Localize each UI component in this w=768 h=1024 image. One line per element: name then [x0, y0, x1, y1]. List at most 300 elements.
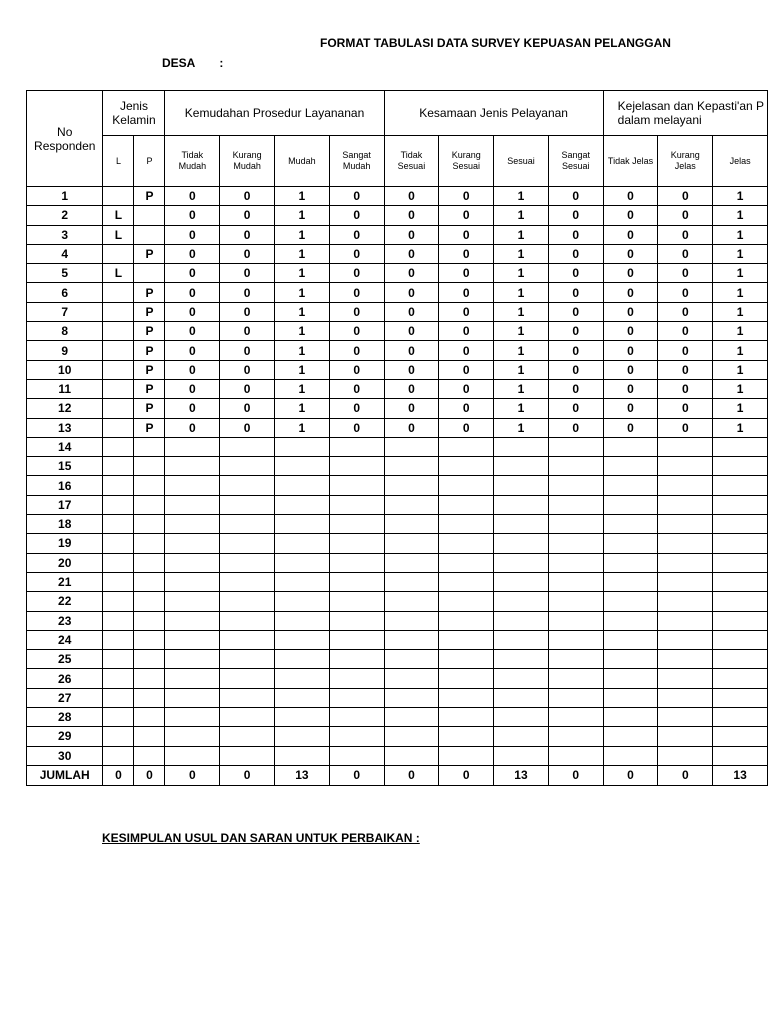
sub-header-1: Kurang Mudah [220, 136, 275, 187]
value-cell [494, 708, 549, 727]
total-cell: 0 [548, 765, 603, 785]
gender-p-cell [134, 611, 165, 630]
gender-l-cell [103, 437, 134, 456]
value-cell: 0 [384, 341, 439, 360]
value-cell: 0 [220, 379, 275, 398]
value-cell [548, 572, 603, 591]
value-cell [494, 437, 549, 456]
table-row [27, 630, 768, 649]
total-row [27, 765, 768, 785]
value-cell: 0 [165, 244, 220, 263]
value-cell [548, 476, 603, 495]
gender-l-cell [103, 360, 134, 379]
value-cell: 0 [658, 360, 713, 379]
value-cell [329, 688, 384, 707]
value-cell: 1 [713, 418, 768, 437]
value-cell: 0 [165, 187, 220, 206]
value-cell [165, 630, 220, 649]
value-cell: 0 [329, 322, 384, 341]
value-cell: 0 [384, 206, 439, 225]
table-row [27, 399, 768, 418]
value-cell [494, 650, 549, 669]
value-cell [275, 457, 330, 476]
value-cell: 1 [713, 264, 768, 283]
value-cell [603, 437, 658, 456]
value-cell: 0 [548, 399, 603, 418]
value-cell [165, 495, 220, 514]
value-cell: 1 [494, 399, 549, 418]
gender-l-cell [103, 457, 134, 476]
row-number: 17 [27, 495, 103, 514]
value-cell: 0 [548, 322, 603, 341]
value-cell [220, 746, 275, 765]
value-cell: 1 [494, 225, 549, 244]
value-cell [713, 534, 768, 553]
table-footer [27, 765, 768, 785]
row-number: 18 [27, 515, 103, 534]
table-row [27, 187, 768, 206]
total-cell: 0 [439, 765, 494, 785]
gender-p-cell [134, 457, 165, 476]
gender-l-cell [103, 495, 134, 514]
gender-p-cell: P [134, 399, 165, 418]
value-cell [548, 515, 603, 534]
gender-l-cell [103, 302, 134, 321]
gender-p-cell: P [134, 360, 165, 379]
value-cell [658, 611, 713, 630]
no-responden-header: No Responden [27, 91, 103, 187]
total-cell: 0 [220, 765, 275, 785]
value-cell [384, 746, 439, 765]
value-cell [220, 650, 275, 669]
row-number: 28 [27, 708, 103, 727]
value-cell [439, 437, 494, 456]
gender-p-cell [134, 553, 165, 572]
value-cell [713, 476, 768, 495]
value-cell: 0 [658, 302, 713, 321]
value-cell: 0 [548, 264, 603, 283]
total-cell: 13 [713, 765, 768, 785]
value-cell [165, 476, 220, 495]
value-cell: 0 [329, 302, 384, 321]
table-header [27, 91, 768, 187]
table-row [27, 650, 768, 669]
value-cell: 0 [220, 302, 275, 321]
row-number: 10 [27, 360, 103, 379]
value-cell: 0 [384, 302, 439, 321]
value-cell [275, 592, 330, 611]
value-cell [603, 515, 658, 534]
value-cell [165, 437, 220, 456]
value-cell [658, 650, 713, 669]
value-cell: 0 [658, 225, 713, 244]
value-cell: 0 [329, 187, 384, 206]
value-cell: 1 [494, 283, 549, 302]
value-cell: 0 [439, 341, 494, 360]
sub-header-10: Jelas [713, 136, 768, 187]
value-cell: 0 [384, 418, 439, 437]
sub-header-6: Sesuai [494, 136, 549, 187]
value-cell: 0 [658, 379, 713, 398]
value-cell: 0 [165, 418, 220, 437]
value-cell [494, 592, 549, 611]
value-cell [329, 457, 384, 476]
row-number: 14 [27, 437, 103, 456]
gender-l-cell [103, 746, 134, 765]
row-number: 19 [27, 534, 103, 553]
value-cell: 1 [275, 264, 330, 283]
value-cell: 0 [220, 206, 275, 225]
value-cell [603, 457, 658, 476]
value-cell [384, 592, 439, 611]
gender-p-cell [134, 572, 165, 591]
value-cell [603, 669, 658, 688]
gender-p-cell: P [134, 322, 165, 341]
value-cell [329, 630, 384, 649]
gender-l-cell [103, 322, 134, 341]
page-title: FORMAT TABULASI DATA SURVEY KEPUASAN PELANGGAN [320, 36, 671, 50]
gender-l-cell [103, 708, 134, 727]
table-row [27, 360, 768, 379]
value-cell: 0 [658, 187, 713, 206]
desa-label: DESA [162, 56, 196, 70]
row-number: 2 [27, 206, 103, 225]
value-cell [384, 515, 439, 534]
value-cell: 0 [329, 360, 384, 379]
gender-p-cell [134, 650, 165, 669]
value-cell: 1 [713, 360, 768, 379]
table-row [27, 495, 768, 514]
row-number: 30 [27, 746, 103, 765]
table-row [27, 302, 768, 321]
value-cell [658, 572, 713, 591]
value-cell [165, 727, 220, 746]
sub-header-3: Sangat Mudah [329, 136, 384, 187]
value-cell: 1 [275, 399, 330, 418]
value-cell: 0 [165, 225, 220, 244]
gender-l-cell [103, 534, 134, 553]
gender-p-cell: P [134, 187, 165, 206]
table-row [27, 476, 768, 495]
value-cell: 0 [439, 418, 494, 437]
value-cell: 1 [275, 206, 330, 225]
gender-l-cell [103, 418, 134, 437]
table-row [27, 244, 768, 263]
value-cell [165, 592, 220, 611]
value-cell: 0 [329, 206, 384, 225]
value-cell: 0 [603, 379, 658, 398]
value-cell [384, 457, 439, 476]
value-cell [548, 708, 603, 727]
value-cell [713, 592, 768, 611]
value-cell [329, 650, 384, 669]
gender-p-cell [134, 264, 165, 283]
value-cell [165, 515, 220, 534]
value-cell [713, 515, 768, 534]
value-cell [220, 592, 275, 611]
value-cell [384, 708, 439, 727]
gender-l-cell [103, 592, 134, 611]
total-cell: 0 [165, 765, 220, 785]
value-cell [220, 515, 275, 534]
value-cell: 0 [439, 206, 494, 225]
value-cell: 0 [329, 399, 384, 418]
value-cell: 1 [275, 187, 330, 206]
gender-l-cell [103, 669, 134, 688]
value-cell [329, 476, 384, 495]
row-number: 1 [27, 187, 103, 206]
value-cell: 0 [220, 360, 275, 379]
row-number: 16 [27, 476, 103, 495]
value-cell [275, 650, 330, 669]
value-cell [548, 611, 603, 630]
value-cell: 1 [275, 379, 330, 398]
value-cell [165, 553, 220, 572]
value-cell [329, 669, 384, 688]
value-cell [384, 630, 439, 649]
value-cell: 1 [713, 283, 768, 302]
value-cell: 0 [658, 399, 713, 418]
gender-l-cell [103, 399, 134, 418]
table-row [27, 418, 768, 437]
value-cell: 0 [384, 225, 439, 244]
table-row [27, 727, 768, 746]
value-cell [329, 611, 384, 630]
row-number: 3 [27, 225, 103, 244]
value-cell: 0 [165, 399, 220, 418]
value-cell [548, 727, 603, 746]
table-row [27, 341, 768, 360]
value-cell [220, 572, 275, 591]
value-cell [494, 630, 549, 649]
row-number: 11 [27, 379, 103, 398]
value-cell: 0 [165, 302, 220, 321]
value-cell: 0 [220, 264, 275, 283]
value-cell: 0 [603, 187, 658, 206]
gender-p-cell [134, 476, 165, 495]
gender-l-cell [103, 476, 134, 495]
table-row [27, 708, 768, 727]
value-cell: 1 [275, 341, 330, 360]
value-cell: 1 [713, 302, 768, 321]
value-cell [384, 495, 439, 514]
value-cell: 0 [220, 283, 275, 302]
value-cell: 1 [494, 244, 549, 263]
value-cell: 0 [220, 399, 275, 418]
gender-p-cell: P [134, 379, 165, 398]
value-cell [658, 457, 713, 476]
group-header-kesamaan: Kesamaan Jenis Pelayanan [384, 91, 603, 136]
value-cell: 1 [494, 187, 549, 206]
value-cell [548, 553, 603, 572]
value-cell [439, 650, 494, 669]
table-row [27, 379, 768, 398]
desa-colon: : [219, 56, 224, 70]
value-cell: 0 [220, 225, 275, 244]
value-cell: 0 [548, 341, 603, 360]
value-cell [603, 611, 658, 630]
value-cell [439, 592, 494, 611]
value-cell [548, 650, 603, 669]
gender-p-cell [134, 746, 165, 765]
total-cell: 0 [134, 765, 165, 785]
value-cell [603, 534, 658, 553]
value-cell [548, 746, 603, 765]
value-cell [658, 553, 713, 572]
row-number: 21 [27, 572, 103, 591]
value-cell: 0 [329, 225, 384, 244]
sub-header-5: Kurang Sesuai [439, 136, 494, 187]
gender-l-cell [103, 650, 134, 669]
row-number: 25 [27, 650, 103, 669]
value-cell [165, 457, 220, 476]
value-cell [439, 746, 494, 765]
value-cell [275, 437, 330, 456]
value-cell [658, 688, 713, 707]
value-cell [220, 457, 275, 476]
value-cell [275, 727, 330, 746]
value-cell [165, 746, 220, 765]
total-cell: 0 [384, 765, 439, 785]
value-cell: 0 [603, 322, 658, 341]
gender-p-cell: P [134, 283, 165, 302]
value-cell: 0 [384, 283, 439, 302]
value-cell: 1 [494, 302, 549, 321]
value-cell [220, 495, 275, 514]
value-cell: 0 [603, 341, 658, 360]
row-number: 5 [27, 264, 103, 283]
row-number: 24 [27, 630, 103, 649]
value-cell: 0 [329, 244, 384, 263]
value-cell [329, 572, 384, 591]
value-cell [548, 457, 603, 476]
value-cell: 1 [713, 322, 768, 341]
value-cell: 0 [603, 244, 658, 263]
value-cell: 0 [658, 322, 713, 341]
gender-p-cell [134, 727, 165, 746]
value-cell [658, 515, 713, 534]
sub-header-2: Mudah [275, 136, 330, 187]
value-cell [494, 495, 549, 514]
gender-p-cell [134, 534, 165, 553]
value-cell: 0 [658, 341, 713, 360]
value-cell [275, 746, 330, 765]
value-cell [165, 611, 220, 630]
row-number: 27 [27, 688, 103, 707]
value-cell [275, 708, 330, 727]
value-cell [439, 630, 494, 649]
value-cell [713, 437, 768, 456]
total-cell: 0 [329, 765, 384, 785]
value-cell: 0 [384, 360, 439, 379]
gender-l-cell [103, 283, 134, 302]
value-cell [439, 457, 494, 476]
table-row [27, 283, 768, 302]
total-cell: 13 [275, 765, 330, 785]
table-row [27, 611, 768, 630]
value-cell [713, 650, 768, 669]
sub-header-4: Tidak Sesuai [384, 136, 439, 187]
table-row [27, 264, 768, 283]
total-cell: 0 [658, 765, 713, 785]
gender-l-cell: L [103, 264, 134, 283]
value-cell: 0 [603, 264, 658, 283]
value-cell: 0 [548, 379, 603, 398]
value-cell: 1 [494, 264, 549, 283]
total-cell: 0 [603, 765, 658, 785]
value-cell: 1 [275, 225, 330, 244]
value-cell [494, 727, 549, 746]
value-cell [548, 688, 603, 707]
table-row [27, 553, 768, 572]
total-cell: 0 [103, 765, 134, 785]
value-cell [220, 708, 275, 727]
value-cell: 1 [275, 360, 330, 379]
gender-p-cell [134, 437, 165, 456]
table-row [27, 437, 768, 456]
gender-p-cell [134, 592, 165, 611]
value-cell [603, 727, 658, 746]
value-cell: 1 [713, 225, 768, 244]
value-cell [220, 534, 275, 553]
value-cell [220, 553, 275, 572]
value-cell: 0 [220, 322, 275, 341]
value-cell [439, 611, 494, 630]
value-cell [165, 669, 220, 688]
value-cell: 1 [713, 244, 768, 263]
value-cell: 0 [548, 225, 603, 244]
value-cell [548, 534, 603, 553]
value-cell: 0 [165, 264, 220, 283]
value-cell: 0 [439, 322, 494, 341]
value-cell [603, 630, 658, 649]
value-cell [713, 553, 768, 572]
value-cell [658, 592, 713, 611]
value-cell [494, 534, 549, 553]
value-cell: 1 [494, 379, 549, 398]
value-cell: 0 [658, 244, 713, 263]
table-row [27, 534, 768, 553]
table-row [27, 515, 768, 534]
value-cell [384, 534, 439, 553]
row-number: 15 [27, 457, 103, 476]
value-cell: 1 [713, 187, 768, 206]
gender-p-cell: P [134, 244, 165, 263]
value-cell: 0 [548, 302, 603, 321]
value-cell: 0 [329, 418, 384, 437]
value-cell: 0 [165, 360, 220, 379]
value-cell [494, 457, 549, 476]
gender-l-cell [103, 611, 134, 630]
gender-p-cell: P [134, 302, 165, 321]
value-cell: 0 [658, 264, 713, 283]
group-header-kejelasan: Kejelasan dan Kepasti'an P dalam melayani [603, 91, 767, 136]
value-cell [603, 476, 658, 495]
sub-header-0: Tidak Mudah [165, 136, 220, 187]
value-cell [439, 572, 494, 591]
value-cell [165, 688, 220, 707]
value-cell [548, 495, 603, 514]
value-cell [439, 476, 494, 495]
row-number: 7 [27, 302, 103, 321]
gender-p-cell: P [134, 418, 165, 437]
value-cell [713, 495, 768, 514]
value-cell [494, 515, 549, 534]
gender-p-cell [134, 688, 165, 707]
value-cell [658, 708, 713, 727]
value-cell: 1 [713, 399, 768, 418]
value-cell: 0 [220, 187, 275, 206]
